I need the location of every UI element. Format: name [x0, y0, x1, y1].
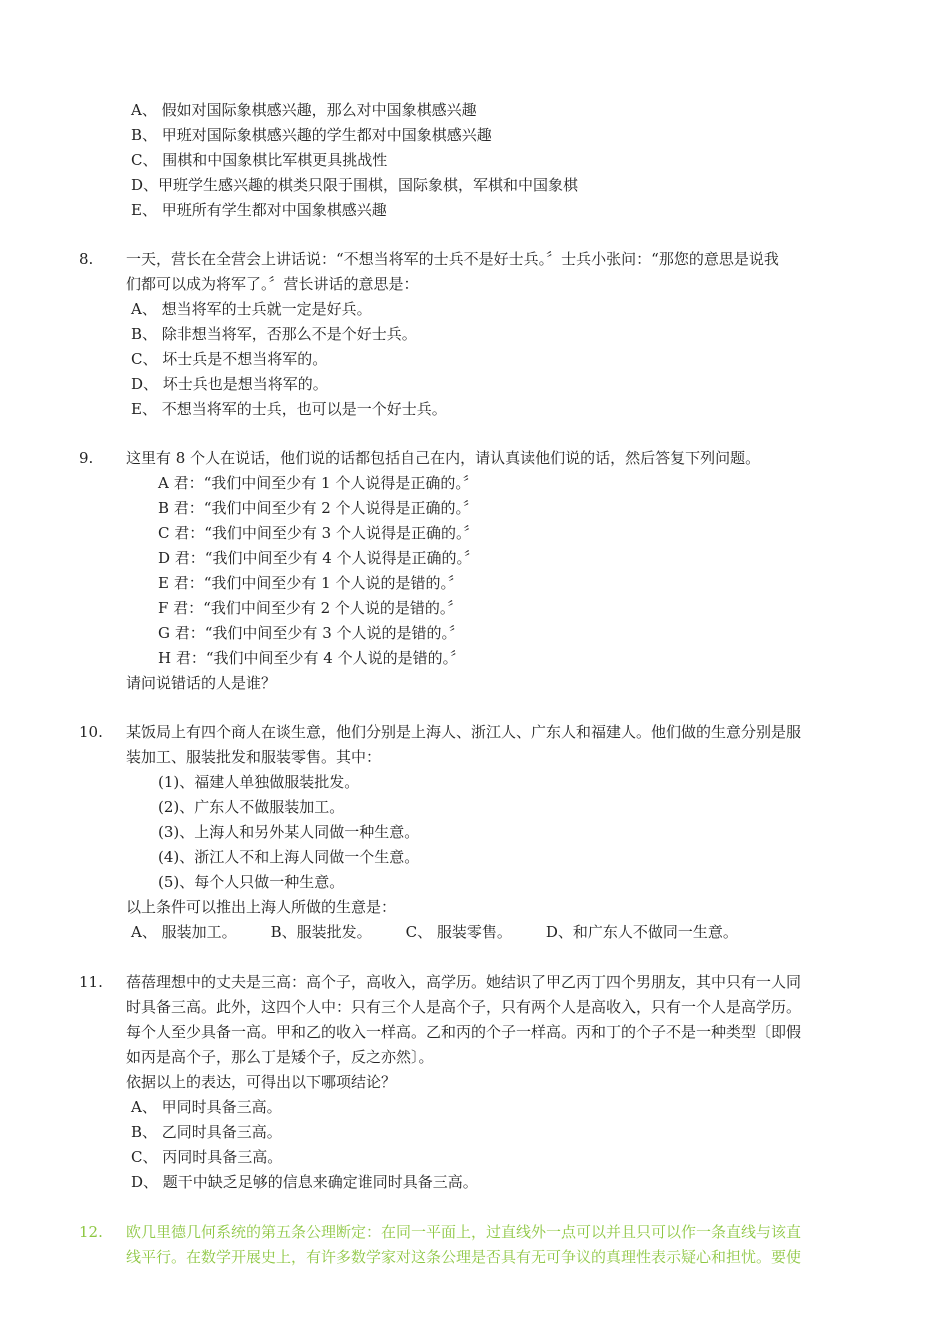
q7-option-b: B、 甲班对国际象棋感兴趣的学生都对中国象棋感兴趣 [131, 126, 492, 144]
q10-option-d: D、和广东人不做同一生意。 [545, 923, 738, 941]
q7-option-e: E、 甲班所有学生都对中国象棋感兴趣 [131, 201, 387, 219]
q11-option-d: D、 题干中缺乏足够的信息来确定谁同时具备三高。 [131, 1173, 478, 1191]
q9-statement-b: B 君：“我们中间至少有 2 个人说得是正确的。〞 [158, 499, 479, 517]
q10-condition-3: (3)、上海人和另外某人同做一种生意。 [158, 823, 420, 841]
q9-statement-e: E 君：“我们中间至少有 1 个人说的是错的。〞 [158, 574, 463, 592]
q11-stem-line2: 时具备三高。此外，这四个人中：只有三个人是高个子，只有两个人是高收入，只有一个人是高学历。 [126, 998, 802, 1016]
q12-stem-line1: 欧几里德几何系统的第五条公理断定：在同一平面上，过直线外一点可以并且只可以作一条直线与该直 [126, 1223, 802, 1241]
q10-stem-line2: 装加工、服装批发和服装零售。其中： [126, 748, 382, 766]
q12-stem-line2: 线平行。在数学开展史上，有许多数学家对这条公理是否具有无可争议的真理性表示疑心和担忧。要使 [126, 1248, 802, 1266]
q10-condition-4: (4)、浙江人不和上海人同做一个生意。 [158, 848, 420, 866]
q10-options [131, 920, 772, 945]
q11-option-a: A、 甲同时具备三高。 [131, 1098, 282, 1116]
q9-stem: 这里有 8 个人在说话，他们说的话都包括自己在内，请认真读他们说的话，然后答复下列问题。 [126, 449, 761, 467]
q7-option-d: D、甲班学生感兴趣的棋类只限于围棋，国际象棋，军棋和中国象棋 [131, 176, 579, 194]
q10-condition-5: (5)、每个人只做一种生意。 [158, 873, 345, 891]
q8-option-c: C、 坏士兵是不想当将军的。 [131, 350, 328, 368]
q8-number: 8. [79, 250, 94, 268]
q11-number: 11. [79, 973, 103, 991]
q9-number: 9. [79, 449, 94, 467]
q9-question: 请问说错话的人是谁？ [126, 674, 277, 692]
q9-statement-g: G 君：“我们中间至少有 3 个人说的是错的。〞 [158, 624, 465, 642]
q11-option-b: B、 乙同时具备三高。 [131, 1123, 282, 1141]
q12-number: 12. [79, 1223, 103, 1241]
q8-stem-line1: 一天，营长在全营会上讲话说：“不想当将军的士兵不是好士兵。〞士兵小张问：“那您的意思是说我 [126, 250, 779, 268]
q9-statement-a: A 君：“我们中间至少有 1 个人说得是正确的。〞 [158, 474, 478, 492]
q10-question: 以上条件可以推出上海人所做的生意是： [126, 898, 397, 916]
q7-option-c: C、 围棋和中国象棋比军棋更具挑战性 [131, 151, 388, 169]
q10-stem-line1: 某饭局上有四个商人在谈生意，他们分别是上海人、浙江人、广东人和福建人。他们做的生意分别是服 [126, 723, 802, 741]
q8-stem-line2: 们都可以成为将军了。〞营长讲话的意思是： [126, 275, 419, 293]
q11-stem-line4: 如丙是高个子，那么丁是矮个子，反之亦然〕。 [126, 1048, 434, 1066]
q11-question: 依据以上的表达，可得出以下哪项结论？ [126, 1073, 397, 1091]
q11-stem-line1: 蓓蓓理想中的丈夫是三高：高个子，高收入，高学历。她结识了甲乙丙丁四个男朋友，其中只有一人同 [126, 973, 802, 991]
q11-stem-line3: 每个人至少具备一高。甲和乙的收入一样高。乙和丙的个子一样高。丙和丁的个子不是一种类型〔即假 [126, 1023, 802, 1041]
q8-option-d: D、 坏士兵也是想当将军的。 [131, 375, 328, 393]
q10-condition-2: (2)、广东人不做服装加工。 [158, 798, 345, 816]
q10-option-a: A、 服装加工。 [131, 923, 237, 941]
q9-statement-d: D 君：“我们中间至少有 4 个人说得是正确的。〞 [158, 549, 480, 567]
q8-option-b: B、 除非想当将军，否那么不是个好士兵。 [131, 325, 417, 343]
q8-option-a: A、 想当将军的士兵就一定是好兵。 [131, 300, 372, 318]
q9-statement-h: H 君：“我们中间至少有 4 个人说的是错的。〞 [158, 649, 466, 667]
q10-number: 10. [79, 723, 103, 741]
q9-statement-c: C 君：“我们中间至少有 3 个人说得是正确的。〞 [158, 524, 479, 542]
q10-option-c: C、 服装零售。 [405, 923, 512, 941]
q10-condition-1: (1)、福建人单独做服装批发。 [158, 773, 360, 791]
q9-statement-f: F 君：“我们中间至少有 2 个人说的是错的。〞 [158, 599, 463, 617]
q8-option-e: E、 不想当将军的士兵，也可以是一个好士兵。 [131, 400, 447, 418]
q11-option-c: C、 丙同时具备三高。 [131, 1148, 283, 1166]
q7-option-a: A、 假如对国际象棋感兴趣，那么对中国象棋感兴趣 [131, 101, 477, 119]
q10-option-b: B、服装批发。 [270, 923, 372, 941]
